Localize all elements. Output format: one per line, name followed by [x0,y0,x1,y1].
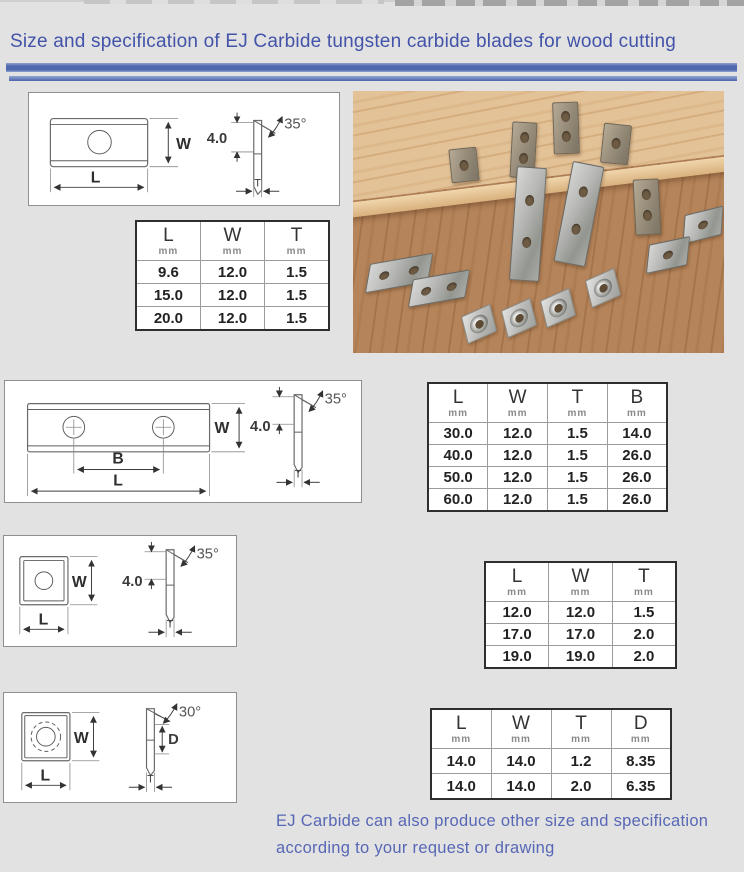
column-header: L mm [485,562,549,602]
spec-value: 19.0 [549,646,613,669]
spec-value: 14.0 [431,774,491,800]
spec-value: 12.0 [488,489,548,512]
spec-value: 12.0 [488,445,548,467]
spec-value: 1.5 [548,467,608,489]
spec-value: 12.0 [200,284,264,307]
spec-value: 60.0 [428,489,488,512]
blade-diagram-2 [5,381,361,502]
table-row [485,624,676,646]
edge-height-label: 4.0 [122,574,143,591]
spec-table-4 [430,708,672,800]
column-header: W mm [200,221,264,261]
edge-height-label: 4.0 [206,131,228,148]
divider-bar-thin [9,76,737,81]
table-row [136,261,329,284]
diagram-panel-long-blade [4,380,362,503]
footer-line-1: EJ Carbide can also produce other size and specification [276,812,709,830]
spec-value: 26.0 [607,445,667,467]
spec-value: 26.0 [607,467,667,489]
spec-value: 1.5 [265,284,329,307]
blade-diagram-3 [4,536,236,646]
spec-value: 12.0 [485,602,549,624]
spec-value: 1.5 [265,307,329,331]
spec-value: 14.0 [607,423,667,445]
diagram-panel-rect-blade [28,92,340,206]
spec-value: 12.0 [200,307,264,331]
spec-value: 1.5 [548,423,608,445]
table-row [431,774,671,800]
column-header: L mm [136,221,200,261]
dim-label-w: W [73,730,89,748]
spec-value: 19.0 [485,646,549,669]
dim-label-w: W [214,420,230,438]
page-title: Size and specification of EJ Carbide tungsten carbide blades for wood cutting [10,31,677,52]
table-row [428,489,667,512]
spec-table-3 [484,561,677,669]
spec-value: 8.35 [611,749,671,774]
carbide-insert [600,123,632,166]
dim-label-w: W [176,136,191,153]
spec-value: 1.5 [548,489,608,512]
spec-value: 17.0 [549,624,613,646]
thickness-label: T [294,468,302,481]
spec-value: 1.5 [548,445,608,467]
carbide-insert [552,102,580,155]
footer-note [276,808,744,862]
column-header: W mm [491,709,551,749]
table-row [428,445,667,467]
column-header: L mm [428,383,488,423]
carbide-insert [448,147,479,184]
table-row [136,284,329,307]
spec-value: 26.0 [607,489,667,512]
divider-bar-thick [6,63,737,72]
table-row [431,749,671,774]
spec-value: 12.0 [488,467,548,489]
blade-diagram-4 [4,693,236,802]
spec-value: 14.0 [491,749,551,774]
spec-value: 50.0 [428,467,488,489]
clipped-watermark-text-right [395,0,744,6]
column-header: W mm [549,562,613,602]
spec-value: 30.0 [428,423,488,445]
column-header: D mm [611,709,671,749]
table-row [485,602,676,624]
spec-table-2 [427,382,668,512]
spec-value: 6.35 [611,774,671,800]
column-header: W mm [488,383,548,423]
table-row [428,467,667,489]
table-row [136,307,329,331]
dim-label-l: L [113,472,123,490]
table-row [485,646,676,669]
column-header: T mm [612,562,676,602]
dim-label-b: B [112,450,124,468]
spec-value: 40.0 [428,445,488,467]
spec-value: 15.0 [136,284,200,307]
thickness-label: T [147,773,154,786]
column-header: B mm [607,383,667,423]
angle-label: 35° [284,116,307,133]
column-header: T mm [551,709,611,749]
diagram-panel-countersunk-blade [3,692,237,803]
spec-value: 12.0 [200,261,264,284]
column-header: L mm [431,709,491,749]
column-header: T mm [265,221,329,261]
spec-value: 9.6 [136,261,200,284]
table-row [428,423,667,445]
spec-value: 12.0 [549,602,613,624]
dim-label-l: L [38,611,49,629]
angle-label: 35° [324,391,347,408]
angle-label: 35° [196,546,219,563]
spec-value: 17.0 [485,624,549,646]
column-header: T mm [548,383,608,423]
thickness-label: T [166,618,174,631]
carbide-insert [633,178,662,235]
spec-value: 14.0 [431,749,491,774]
dim-label-l: L [90,169,101,187]
spec-value: 1.2 [551,749,611,774]
spec-value: 2.0 [551,774,611,800]
spec-value: 2.0 [612,646,676,669]
dim-label-w: W [71,574,87,592]
product-photo [353,91,724,353]
thickness-label: T [254,177,261,190]
spec-table-1 [135,220,330,331]
dim-label-l: L [40,767,51,785]
spec-value: 1.5 [612,602,676,624]
spec-value: 12.0 [488,423,548,445]
clipped-watermark-text-left [84,0,384,4]
spec-value: 14.0 [491,774,551,800]
diagram-panel-square-blade [3,535,237,647]
edge-height-label: 4.0 [250,419,271,436]
spec-value: 20.0 [136,307,200,331]
blade-diagram-1 [29,93,339,205]
spec-value: 2.0 [612,624,676,646]
depth-label: D [168,732,179,749]
spec-value: 1.5 [265,261,329,284]
footer-line-2: according to your request or drawing [276,839,555,857]
angle-label: 30° [178,704,202,721]
